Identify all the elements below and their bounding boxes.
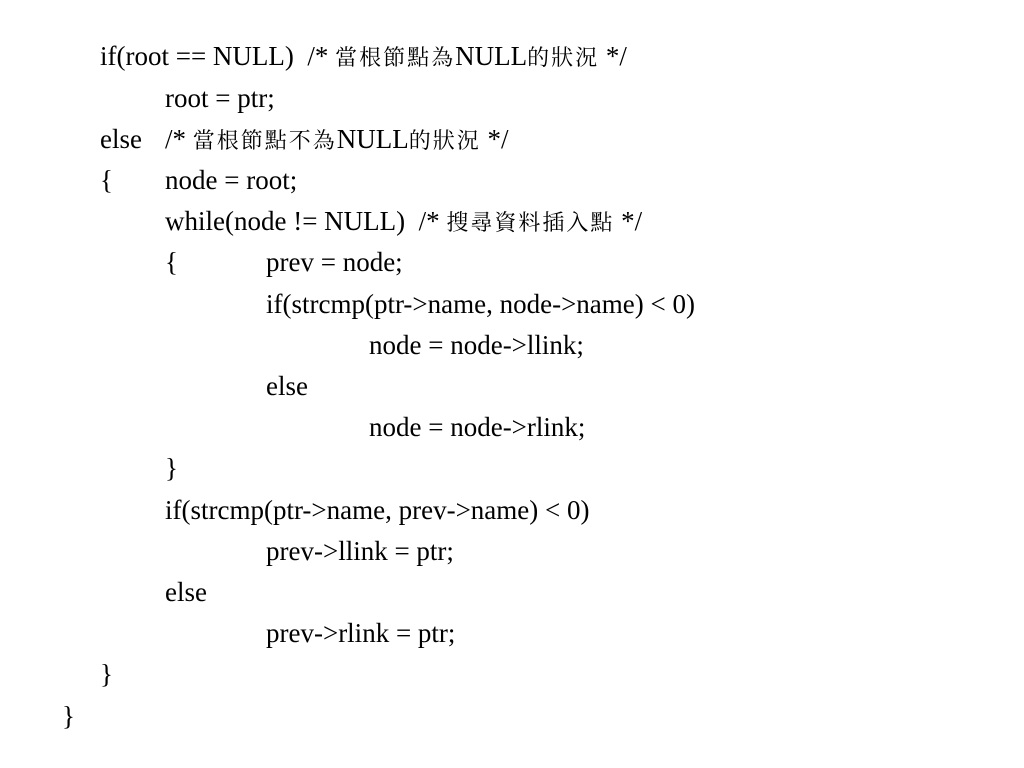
code-line-if-strcmp-prev: if(strcmp(ptr->name, prev->name) < 0)	[165, 495, 590, 525]
code-line-open-brace: {	[100, 165, 113, 195]
code-line-prev-rlink: prev->rlink = ptr;	[266, 618, 456, 648]
code-line-if-strcmp-node: if(strcmp(ptr->name, node->name) < 0)	[266, 289, 695, 319]
code-line-prev-llink: prev->llink = ptr;	[266, 536, 454, 566]
code-line-if-root-null: if(root == NULL) /* 當根節點為NULL的狀況 */	[100, 41, 627, 71]
code-line-while: while(node != NULL) /* 搜尋資料插入點 */	[165, 206, 643, 236]
code-line-node-rlink: node = node->rlink;	[369, 412, 586, 442]
code-line-root-assign: root = ptr;	[165, 83, 275, 113]
code-line-inner-else: else	[266, 371, 308, 401]
code-line-close-brace: }	[100, 659, 113, 689]
code-line-while-close-brace: }	[165, 453, 178, 483]
code-line-else: else	[100, 124, 142, 154]
code-line-final-close-brace: }	[62, 701, 75, 731]
code-line-prev-assign: prev = node;	[266, 247, 403, 277]
code-line-while-brace: {	[165, 247, 178, 277]
code-line-else-comment: /* 當根節點不為NULL的狀況 */	[165, 124, 509, 154]
code-line-outer-else: else	[165, 577, 207, 607]
code-line-node-llink: node = node->llink;	[369, 330, 584, 360]
code-line-node-assign: node = root;	[165, 165, 298, 195]
